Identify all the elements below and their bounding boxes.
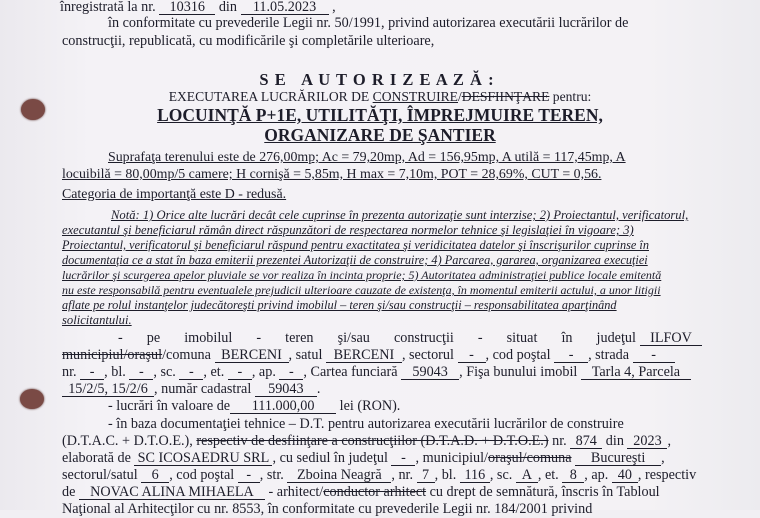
parcel-value: 15/2/5, 15/2/6: [62, 382, 154, 397]
cadastral-number-value: 59043: [255, 382, 317, 397]
documentation-line6: Naţional al Arhitecţilor cu nr. 8553, în conformitate cu prevederile Legii nr. 184/2001 privind: [62, 501, 593, 517]
sector-value: -: [458, 348, 486, 363]
punch-hole-bottom: [20, 389, 44, 409]
property-sheet-value: Tarla 4, Parcela: [581, 365, 691, 380]
documentation-line5: de NOVAC ALINA MIHAELA - arhitect/conductor arhitect cu drept de semnătură, înscris în Tabloul: [62, 484, 660, 500]
legal-basis-line2: construcţii, republicată, cu modificările şi completările ulterioare,: [62, 33, 435, 49]
documentation-year: 2023: [627, 434, 667, 449]
land-registry-value: 59043: [401, 365, 459, 380]
county-value: ILFOV: [640, 331, 702, 346]
documentation-line2: (D.T.A.C. + D.T.O.E.), respectiv de desfiinţare a construcţiilor (D.T.A.D. + D.T.O.E.) nr. 874 din 2023 ,: [62, 433, 672, 449]
property-line4: 15/2/5, 15/2/6 , număr cadastral 59043 .: [62, 381, 320, 398]
property-line1: - pe imobilul - teren şi/sau construcţii - situat în judeţul: [118, 330, 636, 346]
design-firm: SC ICOSAEDRU SRL: [134, 451, 272, 466]
authorization-heading: S E A U T O R I Z E A Z Ă :: [259, 70, 495, 89]
note-line: Proiectantul, verificatorul şi beneficiarul răspund pentru exactitatea şi veridicitatea datelor şi înscrişurilor cuprinse în: [62, 238, 649, 252]
project-title-line2: ORGANIZARE DE ŞANTIER: [264, 125, 496, 145]
documentation-line3: elaborată de SC ICOSAEDRU SRL , cu sediul în judeţul - , municipiul/oraşul/comuna Bucureşti ,: [62, 450, 665, 466]
note-line: documentaţia ce a stat în baza emiterii prezentei Autorizaţii de construire; 4) Parcarea, gararea, organizarea execuţiei: [62, 253, 648, 267]
firm-street: Zboina Neagră: [287, 468, 391, 483]
project-title-line1: LOCUINŢĂ P+1E, UTILITĂŢI, ÎMPREJMUIRE TEREN,: [157, 105, 603, 125]
surface-details-line1: Suprafaţa terenului este de 276,00mp; Ac = 79,20mp, Ad = 156,95mp, A utilă = 117,45mp, A: [108, 150, 626, 165]
property-line3: nr. - , bl. - , sc. - , et. - , ap. - , Cartea funciară 59043 , Fişa bunului imobil Tarla 4, Parcela: [62, 364, 691, 381]
architect-name: NOVAC ALINA MIHAELA: [79, 485, 265, 500]
village-value: BERCENI: [326, 348, 402, 363]
registration-line: înregistrată la nr. 10316 din 11.05.2023 ,: [60, 0, 336, 15]
note-line: executantul şi beneficiarul rămân direct răspunzători de respectarea normelor tehnice şi legislaţiei în vigoare; 3): [62, 223, 634, 237]
surface-details-line2: locuibilă = 80,00mp/5 camere; H cornişă = 5,85m, H max = 7,10m, POT = 28,69%, CUT = 0,56.: [62, 167, 602, 182]
value-line: - lucrări în valoare de 111.000,00 lei (RON).: [108, 398, 401, 414]
note-line: nu este responsabilă pentru eventualele prejudicii ulterioare cauzate de existenţa, în momentul emiterii actului, a unor litigii: [62, 283, 661, 297]
postal-code-value: -: [554, 348, 588, 363]
note-line: lucrărilor şi scurgerea apelor pluviale se vor realiza în incinta proprie; 5) Autoritatea administraţiei publice locale emitentă: [62, 268, 662, 282]
legal-basis-line1: în conformitate cu prevederile Legii nr. 50/1991, privind autorizarea executării lucrărilor de: [108, 15, 629, 31]
registration-number: 10316: [159, 0, 215, 15]
execution-line: EXECUTAREA LUCRĂRILOR DE CONSTRUIRE/DESFIINŢARE pentru:: [168, 89, 592, 104]
documentation-number: 874: [570, 434, 602, 449]
property-line2: municipiul/oraşul/comuna BERCENI , satul BERCENI , sectorul - , cod poştal - , strada -: [62, 347, 675, 364]
works-value: 111.000,00: [230, 399, 336, 414]
documentation-line1: - în baza documentaţiei tehnice – D.T. pentru autorizarea executării lucrărilor de construire: [108, 416, 624, 432]
commune-value: BERCENI: [215, 348, 289, 363]
note-line: aflate pe rolul instanţelor judecătoreşti privind imobilul – teren şi/sau construcţii – responsabilitatea aparţinând: [62, 298, 617, 312]
documentation-line4: sectorul/satul 6 , cod poştal - , str. Zboina Neagră , nr. 7 , bl. 116 , sc. A , et. 8 , ap. 40 , respectiv: [62, 467, 697, 483]
note-line: Notă: 1) Orice alte lucrări decât cele cuprinse în prezenta autorizaţie sunt interzise; 2) Proiectantul, verificatorul,: [111, 208, 689, 222]
firm-city: Bucureşti: [575, 451, 661, 466]
registration-date: 11.05.2023: [241, 0, 329, 15]
importance-category: Categoria de importanţă este D - redusă.: [62, 187, 287, 202]
note-line: solicitantului.: [62, 313, 132, 327]
street-value: -: [633, 348, 675, 363]
